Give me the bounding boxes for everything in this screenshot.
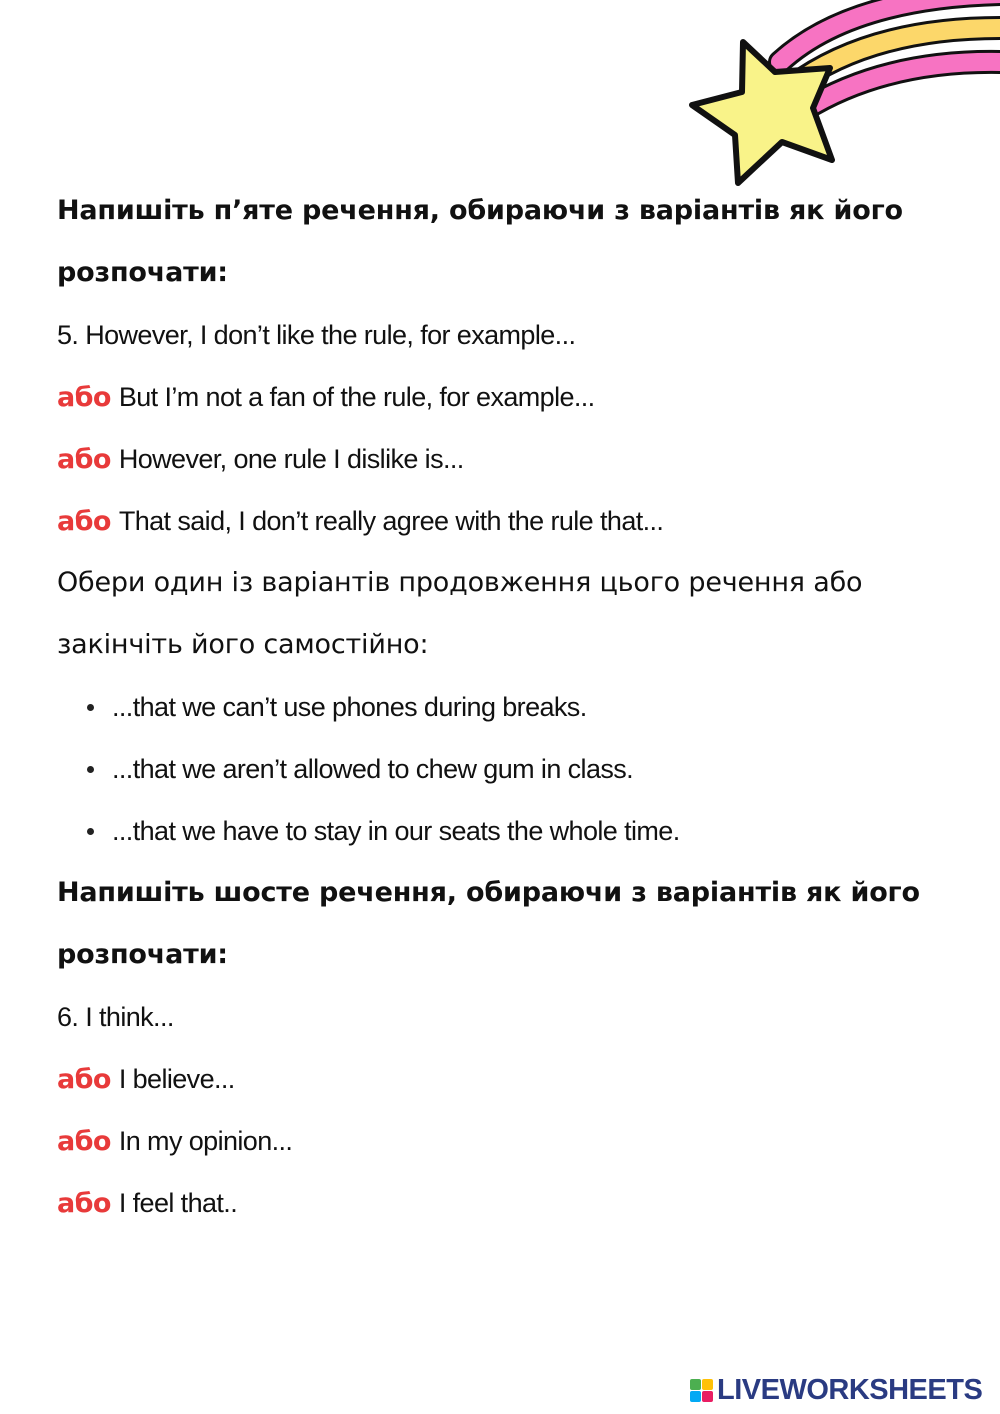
section6-heading-line2: розпочати: [57, 939, 228, 970]
section5-heading-line2: розпочати: [57, 257, 228, 288]
worksheet-content [57, 180, 987, 1234]
liveworksheets-brand-text: LIVEWORKSHEETS [717, 1373, 983, 1406]
or-label: або [57, 1126, 111, 1157]
shooting-star-decoration [680, 0, 1000, 200]
or-label: або [57, 444, 111, 475]
ending-options-list [57, 676, 987, 862]
ending-option: ...that we have to stay in our seats the whole time. [57, 800, 987, 862]
section6-heading-line1: Напишіть шосте речення, обираючи з варіантів як його [57, 877, 920, 908]
or-label: або [57, 1064, 111, 1095]
liveworksheets-logo [690, 1374, 982, 1406]
option-text: I believe... [118, 1064, 235, 1094]
option-text: In my opinion... [118, 1126, 293, 1156]
section5-option [57, 490, 987, 552]
section5-option [57, 366, 987, 428]
or-label: або [57, 382, 111, 413]
liveworksheets-logo-icon [690, 1379, 713, 1402]
section5-heading-line1: Напишіть п’яте речення, обираючи з варіантів як його [57, 195, 903, 226]
section6-sentence: 6. I think... [57, 1002, 174, 1032]
option-text: However, one rule I dislike is... [118, 444, 464, 474]
logo-tile [690, 1391, 701, 1402]
section5-sentence: 5. However, I don’t like the rule, for example... [57, 320, 576, 350]
section6-option [57, 1048, 987, 1110]
logo-tile [702, 1391, 713, 1402]
logo-tile [690, 1379, 701, 1390]
section5-instruction-line1: Обери один із варіантів продовження цього речення або [57, 567, 863, 598]
section5-option [57, 428, 987, 490]
option-text: That said, I don’t really agree with the rule that... [118, 506, 664, 536]
logo-tile [702, 1379, 713, 1390]
section6-option [57, 1172, 987, 1234]
option-text: But I’m not a fan of the rule, for example... [118, 382, 595, 412]
section6-option [57, 1110, 987, 1172]
option-text: I feel that.. [118, 1188, 238, 1218]
ending-option: ...that we can’t use phones during breaks. [57, 676, 987, 738]
or-label: або [57, 1188, 111, 1219]
ending-option: ...that we aren’t allowed to chew gum in class. [57, 738, 987, 800]
section5-instruction-line2: закінчіть його самостійно: [57, 629, 429, 660]
or-label: або [57, 506, 111, 537]
